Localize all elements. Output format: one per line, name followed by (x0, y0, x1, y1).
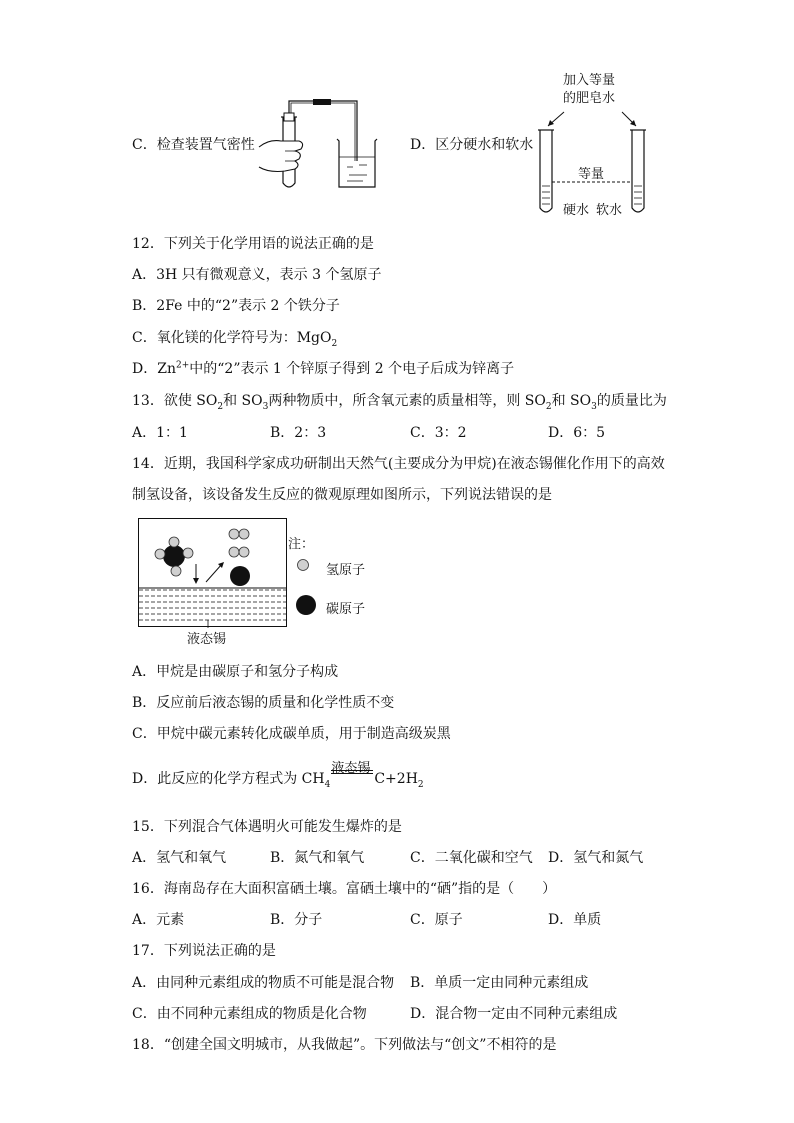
q16-option-c: C．原子 (410, 912, 463, 928)
q12-stem: 12．下列关于化学用语的说法正确的是 (132, 236, 374, 252)
q13-option-a: A．1：1 (132, 425, 188, 441)
q15-stem: 15．下列混合气体遇明火可能发生爆炸的是 (132, 819, 402, 835)
q16-option-d: D．单质 (548, 912, 602, 928)
legend-hydrogen-label: 氢原子 (326, 563, 366, 578)
reaction-condition: 液态锡 (331, 771, 373, 787)
q13-stem: 13．欲使 $SO_2$和 $SO_3$两种物质中，所含氧元素的质量相等，则 $SO_2$和 $SO_3$的质量比为 (132, 393, 667, 412)
q14-stem-line2: 制氢设备，该设备发生反应的微观原理如图所示，下列说法错误的是 (132, 487, 552, 503)
legend-carbon-label: 碳原子 (326, 602, 366, 617)
legend-note: 注： (288, 537, 315, 552)
q17-option-b: B．单质一定由同种元素组成 (410, 975, 589, 991)
soap-water-note-line1: 加入等量 (563, 73, 616, 88)
q14-option-a: A．甲烷是由碳原子和氢分子构成 (132, 664, 339, 680)
liquid-tin-label: 液态锡 (187, 632, 227, 647)
q17-option-a: A．由同种元素组成的物质不可能是混合物 (132, 975, 395, 991)
soap-water-note-line2: 的肥皂水 (563, 91, 616, 106)
q16-stem: 16．海南岛存在大面积富硒土壤。富硒土壤中的“硒”指的是（ ） (132, 881, 557, 897)
q13-option-b: B．2：3 (270, 425, 327, 441)
q12-option-b: B．2Fe 中的“2”表示 2 个铁分子 (132, 298, 340, 314)
q14-option-d: D．此反应的化学方程式为 $CH_4$ 液态锡 $C+2H_2$ (132, 761, 424, 790)
q15-option-a: A．氢气和氧气 (132, 850, 227, 866)
option-c-label: C．检查装置气密性 (132, 137, 255, 153)
hard-water-label: 硬水 (563, 203, 590, 218)
q16-option-a: A．元素 (132, 912, 185, 928)
soft-water-label: 软水 (596, 203, 623, 218)
equal-amount-label: 等量 (578, 167, 605, 182)
q12-option-d: D．$Zn^{2+}$中的“2”表示 1 个锌原子得到 2 个电子后成为锌离子 (132, 360, 515, 377)
hydrogen-atom-icon (296, 558, 310, 572)
q15-option-b: B．氮气和氧气 (270, 850, 365, 866)
methane-decomposition-diagram (138, 518, 288, 628)
q14-option-b: B．反应前后液态锡的质量和化学性质不变 (132, 695, 395, 711)
option-d-label: D．区分硬水和软水 (410, 137, 534, 153)
q13-option-c: C．3：2 (410, 425, 467, 441)
q15-option-c: C．二氧化碳和空气 (410, 850, 533, 866)
airtightness-apparatus-figure (255, 95, 385, 195)
q17-option-d: D．混合物一定由不同种元素组成 (410, 1006, 618, 1022)
q12-option-c: C．氧化镁的化学符号为：MgO$_2$ (132, 330, 338, 349)
q18-stem: 18．“创建全国文明城市，从我做起”。下列做法与“创文”不相符的是 (132, 1037, 557, 1053)
q17-option-c: C．由不同种元素组成的物质是化合物 (132, 1006, 367, 1022)
q16-option-b: B．分子 (270, 912, 323, 928)
q13-option-d: D．6：5 (548, 425, 606, 441)
q14-option-c: C．甲烷中碳元素转化成碳单质，用于制造高级炭黑 (132, 726, 451, 742)
q12-option-a: A．3H 只有微观意义，表示 3 个氢原子 (132, 267, 382, 283)
q17-stem: 17．下列说法正确的是 (132, 943, 276, 959)
carbon-atom-icon (295, 594, 317, 616)
q14-stem-line1: 14．近期，我国科学家成功研制出天然气(主要成分为甲烷)在液态锡催化作用下的高效 (132, 456, 665, 472)
q15-option-d: D．氢气和氮气 (548, 850, 644, 866)
